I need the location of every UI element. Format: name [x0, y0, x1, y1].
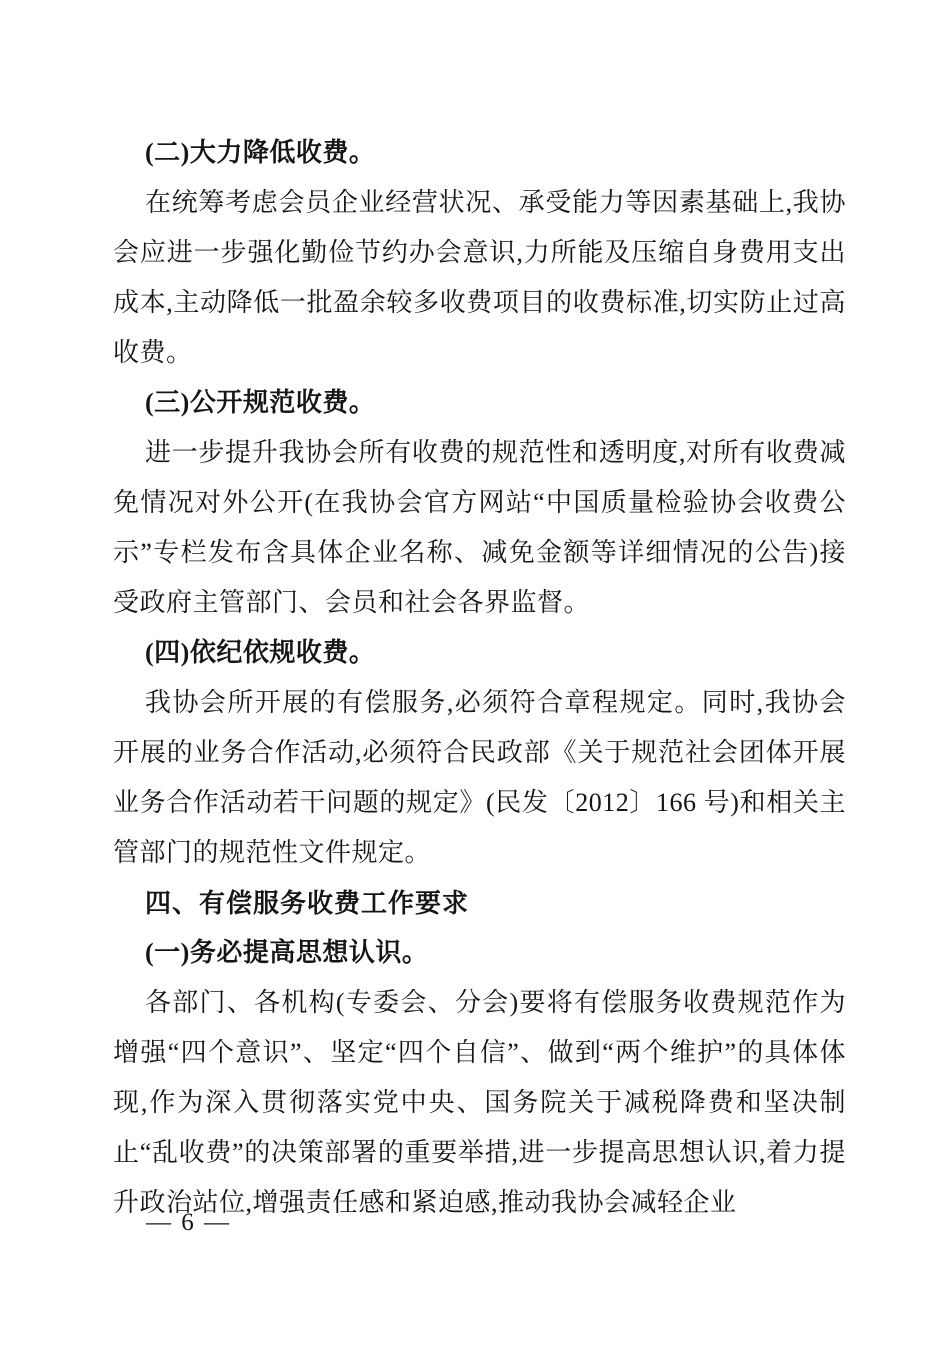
subheading-2-reduce-fees: (二)大力降低收费。	[145, 138, 376, 167]
document-body	[113, 128, 846, 1228]
paragraph-open-standard-fees: 进一步提升我协会所有收费的规范性和透明度,对所有收费减免情况对外公开(在我协会官方网站“中国质量检验协会收费公示”专栏发布含具体企业名称、减免金额等详细情况的公告)接受政府主管部门、会员和社会各界监督。	[113, 438, 846, 617]
paragraph-reduce-fees: 在统筹考虑会员企业经营状况、承受能力等因素基础上,我协会应进一步强化勤俭节约办会意识,力所能及压缩自身费用支出成本,主动降低一批盈余较多收费项目的收费标准,切实防止过高收费。	[113, 188, 846, 367]
paragraph-fees-per-rules: 我协会所开展的有偿服务,必须符合章程规定。同时,我协会开展的业务合作活动,必须符合民政部《关于规范社会团体开展业务合作活动若干问题的规定》(民发〔2012〕166 号)和相关主管部门的规范性文件规定。	[113, 688, 846, 867]
section-heading-4-work-requirements: 四、有偿服务收费工作要求	[145, 888, 470, 918]
subheading-4-fees-per-rules: (四)依纪依规收费。	[145, 638, 376, 667]
subheading-1-raise-awareness: (一)务必提高思想认识。	[145, 938, 429, 967]
subheading-3-open-standard-fees: (三)公开规范收费。	[145, 388, 376, 417]
paragraph-raise-awareness: 各部门、各机构(专委会、分会)要将有偿服务收费规范作为增强“四个意识”、坚定“四个自信”、做到“两个维护”的具体体现,作为深入贯彻落实党中央、国务院关于减税降费和坚决制止“乱收费”的决策部署的重要举措,进一步提高思想认识,着力提升政治站位,增强责任感和紧迫感,推动我协会减轻企业	[113, 988, 846, 1217]
page-number: — 6 —	[146, 1209, 231, 1236]
